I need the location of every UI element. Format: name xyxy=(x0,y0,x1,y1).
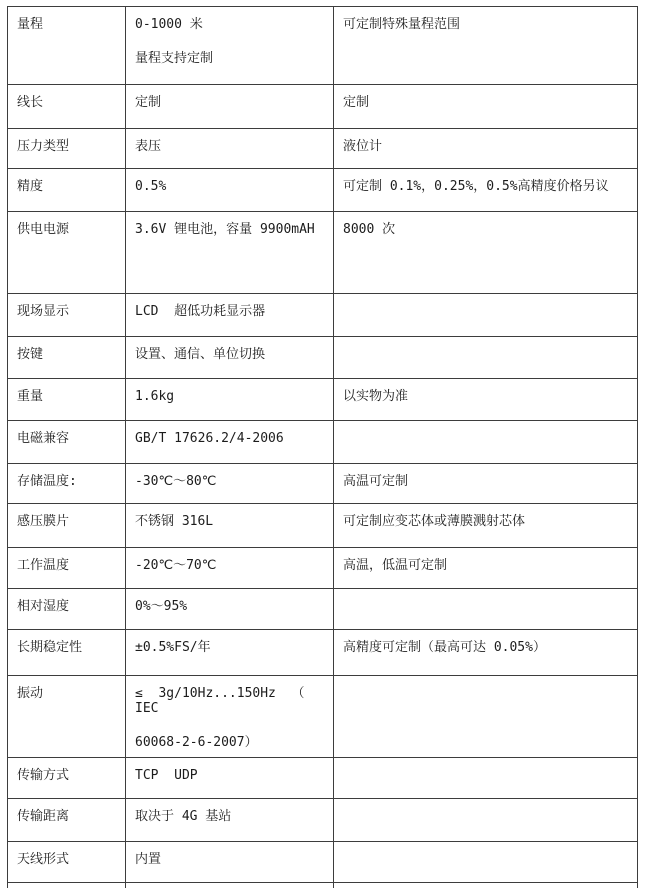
spec-note-cell xyxy=(334,379,638,421)
table-row xyxy=(8,379,638,421)
spec-note: 可定制 0.1%，0.25%，0.5%高精度价格另议 xyxy=(343,179,609,194)
spec-value-line: 0%～95% xyxy=(135,599,188,614)
spec-value-line: 定制 xyxy=(135,95,162,110)
spec-note-cell xyxy=(334,129,638,169)
spec-note: 定制 xyxy=(343,95,370,110)
spec-label: 重量 xyxy=(17,389,44,404)
spec-note-cell xyxy=(334,294,638,337)
spec-note-cell xyxy=(334,842,638,883)
spec-value-cell xyxy=(126,337,334,379)
spec-value-cell xyxy=(126,548,334,589)
spec-value-line: 3.6V 锂电池，容量 9900mAH xyxy=(135,222,315,237)
spec-value-cell xyxy=(126,169,334,212)
spec-label-cell xyxy=(8,7,126,85)
spec-label-cell xyxy=(8,169,126,212)
spec-value-line: 设置、通信、单位切换 xyxy=(135,347,266,362)
spec-note-cell xyxy=(334,212,638,294)
spec-label-cell xyxy=(8,337,126,379)
spec-label: 振动 xyxy=(17,686,44,701)
spec-note-cell xyxy=(334,589,638,630)
spec-label-cell xyxy=(8,504,126,548)
spec-value-cell xyxy=(126,758,334,799)
spec-value-line: GB/T 17626.2/4-2006 xyxy=(135,431,284,446)
spec-value-line: 取决于 4G 基站 xyxy=(135,809,232,824)
spec-label-cell xyxy=(8,464,126,504)
spec-value-cell xyxy=(126,799,334,842)
spec-label: 现场显示 xyxy=(17,304,70,319)
table-row xyxy=(8,212,638,294)
spec-label: 工作温度 xyxy=(17,558,70,573)
spec-value-cell xyxy=(126,85,334,129)
spec-value-cell xyxy=(126,630,334,676)
spec-label-cell xyxy=(8,883,126,888)
spec-label-cell xyxy=(8,294,126,337)
spec-note: 可定制应变芯体或薄膜溅射芯体 xyxy=(343,514,526,529)
spec-value-line: 1.6kg xyxy=(135,389,175,404)
spec-label-cell xyxy=(8,589,126,630)
spec-note: 高温，低温可定制 xyxy=(343,558,448,573)
table-row xyxy=(8,883,638,888)
spec-value-cell xyxy=(126,129,334,169)
spec-label-cell xyxy=(8,758,126,799)
table-row xyxy=(8,548,638,589)
table-row xyxy=(8,129,638,169)
spec-note-cell xyxy=(334,883,638,888)
spec-value-cell xyxy=(126,504,334,548)
spec-label: 传输方式 xyxy=(17,768,70,783)
table-row xyxy=(8,842,638,883)
spec-value-line: -30℃～80℃ xyxy=(135,474,217,489)
spec-note: 可定制特殊量程范围 xyxy=(343,17,461,32)
spec-label-cell xyxy=(8,630,126,676)
spec-label-cell xyxy=(8,676,126,758)
spec-note: 高温可定制 xyxy=(343,474,409,489)
spec-value-line: TCP UDP xyxy=(135,768,198,783)
table-row xyxy=(8,169,638,212)
spec-value-cell xyxy=(126,294,334,337)
spec-label: 量程 xyxy=(17,17,44,32)
spec-label-cell xyxy=(8,379,126,421)
spec-note-cell xyxy=(334,337,638,379)
spec-label-cell xyxy=(8,799,126,842)
spec-note-cell xyxy=(334,7,638,85)
spec-value-cell xyxy=(126,212,334,294)
spec-note: 以实物为准 xyxy=(343,389,409,404)
spec-label: 线长 xyxy=(17,95,44,110)
spec-label-cell xyxy=(8,842,126,883)
spec-value-cell xyxy=(126,676,334,758)
spec-note: 高精度可定制（最高可达 0.05%） xyxy=(343,640,546,655)
spec-note-cell xyxy=(334,464,638,504)
spec-label-cell xyxy=(8,129,126,169)
spec-label-cell xyxy=(8,421,126,464)
spec-value-line: 内置 xyxy=(135,852,162,867)
spec-label-cell xyxy=(8,212,126,294)
spec-label: 传输距离 xyxy=(17,809,70,824)
spec-note-cell xyxy=(334,421,638,464)
spec-value-cell xyxy=(126,421,334,464)
spec-label: 供电电源 xyxy=(17,222,70,237)
spec-label: 按键 xyxy=(17,347,44,362)
spec-table-body xyxy=(8,7,638,888)
spec-label: 压力类型 xyxy=(17,139,70,154)
spec-label: 长期稳定性 xyxy=(17,640,83,655)
spec-note-cell xyxy=(334,169,638,212)
spec-value-line: -20℃～70℃ xyxy=(135,558,217,573)
table-row xyxy=(8,504,638,548)
table-row xyxy=(8,337,638,379)
table-row xyxy=(8,464,638,504)
table-row xyxy=(8,7,638,85)
spec-value-line: 60068-2-6-2007） xyxy=(135,735,258,750)
table-row xyxy=(8,630,638,676)
spec-note: 液位计 xyxy=(343,139,383,154)
spec-value-line: 0-1000 米 xyxy=(135,17,203,32)
spec-label: 感压膜片 xyxy=(17,514,70,529)
spec-note: 8000 次 xyxy=(343,222,396,237)
spec-note-cell xyxy=(334,85,638,129)
table-row xyxy=(8,294,638,337)
spec-value-line: ±0.5%FS/年 xyxy=(135,640,211,655)
table-row xyxy=(8,589,638,630)
table-row xyxy=(8,421,638,464)
spec-note-cell xyxy=(334,548,638,589)
spec-value-line: ≤ 3g/10Hz...150Hz （ IEC xyxy=(135,686,321,716)
table-row xyxy=(8,85,638,129)
spec-label-cell xyxy=(8,548,126,589)
spec-note-cell xyxy=(334,676,638,758)
spec-label: 精度 xyxy=(17,179,44,194)
spec-label-cell xyxy=(8,85,126,129)
table-row xyxy=(8,676,638,758)
spec-value-cell xyxy=(126,589,334,630)
spec-label: 相对湿度 xyxy=(17,599,70,614)
spec-value-cell xyxy=(126,883,334,888)
spec-value-line: 量程支持定制 xyxy=(135,51,214,66)
spec-note-cell xyxy=(334,758,638,799)
spec-value-line: 不锈钢 316L xyxy=(135,514,214,529)
spec-value-line: 0.5% xyxy=(135,179,167,194)
spec-note-cell xyxy=(334,799,638,842)
spec-label: 存储温度: xyxy=(17,474,77,489)
spec-note-cell xyxy=(334,630,638,676)
table-row xyxy=(8,758,638,799)
spec-label: 电磁兼容 xyxy=(17,431,70,446)
spec-table xyxy=(7,6,638,888)
spec-label: 天线形式 xyxy=(17,852,70,867)
table-row xyxy=(8,799,638,842)
spec-value-cell xyxy=(126,464,334,504)
spec-value-line: 表压 xyxy=(135,139,162,154)
spec-value-cell xyxy=(126,379,334,421)
spec-value-cell xyxy=(126,842,334,883)
spec-note-cell xyxy=(334,504,638,548)
spec-value-line: LCD 超低功耗显示器 xyxy=(135,304,266,319)
spec-value-cell xyxy=(126,7,334,85)
